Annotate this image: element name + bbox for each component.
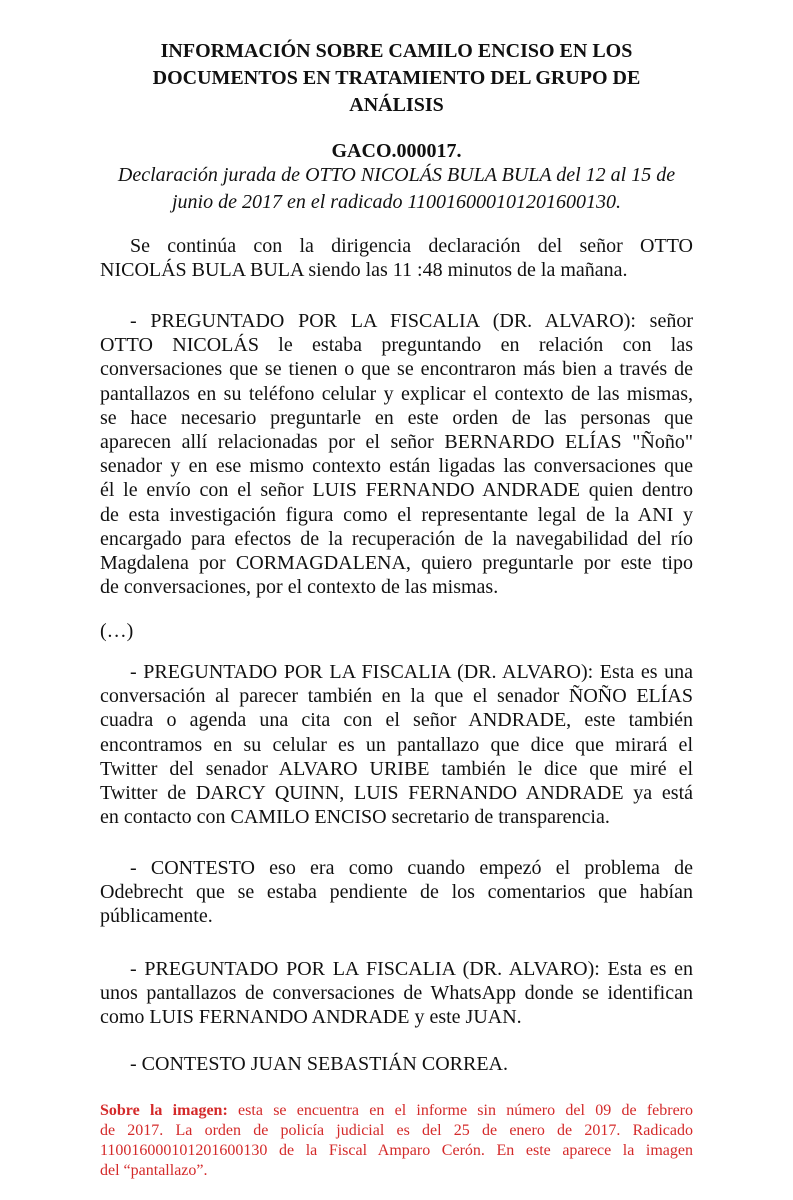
paragraph-line: públicamente.: [100, 905, 213, 928]
paragraph-line: encargado para efectos de la recuperación de la navegabilidad del río: [100, 527, 693, 550]
paragraph-line: él le envío con el señor LUIS FERNANDO ANDRADE quien dentro: [100, 479, 693, 502]
paragraph-line: encontramos en su celular es un pantallazo que dice que mirará el: [100, 733, 693, 756]
paragraph-answer-2: [100, 1052, 693, 1076]
paragraph-line: pantallazos en su teléfono celular y explicar el contexto de las mismas,: [100, 382, 693, 405]
paragraph-question-3: [100, 957, 693, 1030]
ellipsis: [100, 619, 693, 643]
paragraph-line: Twitter de DARCY QUINN, LUIS FERNANDO ANDRADE ya está: [100, 781, 693, 804]
document-title: [100, 38, 693, 119]
paragraph-line: Twitter del senador ALVARO URIBE también le dice que miré el: [100, 757, 693, 780]
paragraph-line: como LUIS FERNANDO ANDRADE y este JUAN.: [100, 1006, 522, 1029]
note-line: del “pantallazo”.: [100, 1162, 208, 1179]
note-line: 110016000101201600130 de la Fiscal Amparo Cerón. En este aparece la imagen: [100, 1142, 693, 1159]
paragraph-line: se hace necesario preguntarle en este orden de las personas que: [100, 406, 693, 429]
title-line: INFORMACIÓN SOBRE CAMILO ENCISO EN LOS: [160, 40, 633, 62]
paragraph-question-2: [100, 660, 693, 829]
paragraph-line: Magdalena por CORMAGDALENA, quiero preguntarle por este tipo: [100, 551, 693, 574]
paragraph-line: conversación al parecer también en la que el senador ÑOÑO ELÍAS: [100, 685, 693, 708]
document-code: GACO.000017.: [331, 140, 462, 162]
paragraph-line: senador y en ese mismo contexto están ligadas las conversaciones que: [100, 455, 693, 478]
title-line: ANÁLISIS: [349, 94, 444, 116]
paragraph-line: aparecen allí relacionadas por el señor BERNARDO ELÍAS "Ñoño": [100, 430, 693, 453]
title-line: DOCUMENTOS EN TRATAMIENTO DEL GRUPO DE: [152, 67, 641, 89]
paragraph-line: OTTO NICOLÁS le estaba preguntando en relación con las: [100, 334, 693, 357]
paragraph-line: - PREGUNTADO POR LA FISCALIA (DR. ALVARO): señor: [130, 310, 693, 332]
paragraph-line: Odebrecht que se estaba pendiente de los comentarios que habían: [100, 881, 693, 904]
paragraph-intro: [100, 234, 693, 282]
ellipsis-text: (…): [100, 620, 134, 642]
note-label: Sobre la imagen:: [100, 1102, 228, 1119]
paragraph-question-1: [100, 309, 693, 599]
note-line: de 2017. La orden de policía judicial es del 25 de enero de 2017. Radicado: [100, 1122, 693, 1139]
paragraph-line: cuadra o agenda una cita con el señor ANDRADE, este también: [100, 709, 693, 732]
paragraph-line: - CONTESTO JUAN SEBASTIÁN CORREA.: [130, 1053, 508, 1075]
paragraph-line: unos pantallazos de conversaciones de WhatsApp donde se identifican: [100, 982, 693, 1005]
subtitle-line: Declaración jurada de OTTO NICOLÁS BULA BULA del 12 al 15 de: [117, 164, 676, 186]
paragraph-answer-1: [100, 856, 693, 929]
paragraph-line: de conversaciones, por el contexto de las mismas.: [100, 576, 499, 599]
image-note: [100, 1101, 693, 1181]
document-subtitle: [90, 162, 703, 216]
paragraph-line: - PREGUNTADO POR LA FISCALIA (DR. ALVARO): Esta es una: [130, 661, 693, 683]
subtitle-line: junio de 2017 en el radicado 110016000101201600130.: [171, 191, 622, 213]
paragraph-line: NICOLÁS BULA BULA siendo las 11 :48 minutos de la mañana.: [100, 259, 628, 282]
paragraph-line: de esta investigación figura como el representante legal de la ANI y: [100, 503, 693, 526]
note-first-line-text: esta se encuentra en el informe sin número del 09 de febrero: [227, 1102, 694, 1119]
paragraph-line: - CONTESTO eso era como cuando empezó el problema de: [130, 857, 693, 879]
paragraph-line: en contacto con CAMILO ENCISO secretario de transparencia.: [100, 806, 610, 829]
paragraph-line: conversaciones que se tienen o que se encontraron más bien a través de: [100, 358, 693, 381]
note-line: [100, 1101, 693, 1121]
paragraph-line: - PREGUNTADO POR LA FISCALIA (DR. ALVARO): Esta es en: [130, 958, 693, 980]
paragraph-line: Se continúa con la dirigencia declaración del señor OTTO: [130, 235, 693, 257]
